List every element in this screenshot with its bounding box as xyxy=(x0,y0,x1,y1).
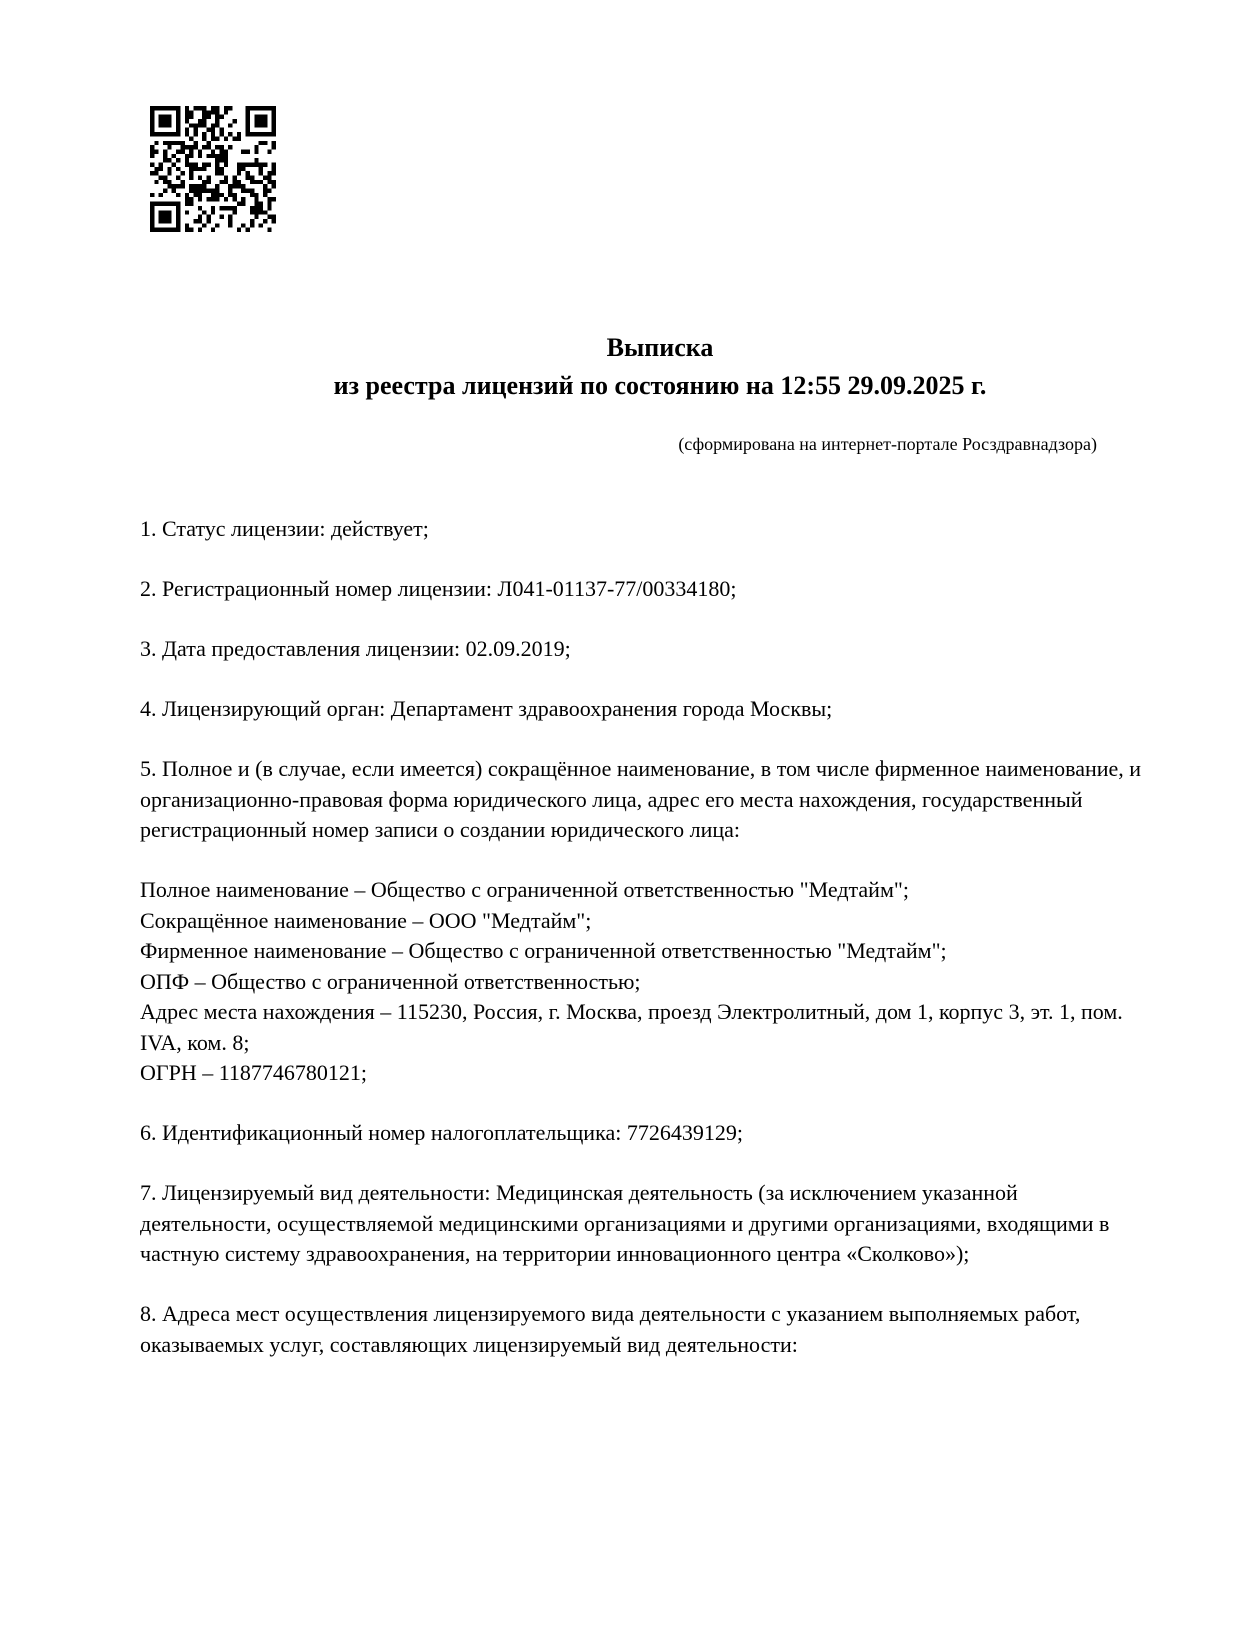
qr-code-image xyxy=(150,106,276,232)
title-line-2: из реестра лицензий по состоянию на 12:55 29.09.2025 г. xyxy=(333,371,987,400)
item-text: 2. Регистрационный номер лицензии: Л041-01137-77/00334180; xyxy=(140,576,737,601)
detail-line: ОПФ – Общество с ограниченной ответственностью; xyxy=(140,968,641,994)
title-line-1: Выписка xyxy=(606,333,714,362)
numbered-item xyxy=(140,1118,1145,1149)
detail-line: Фирменное наименование – Общество с ограниченной ответственностью "Медтайм"; xyxy=(140,938,947,963)
item-text: 6. Идентификационный номер налогоплательщика: 7726439129; xyxy=(140,1120,743,1145)
numbered-item xyxy=(140,514,1145,545)
qr-code xyxy=(150,106,276,232)
document-subtitle: (сформирована на интернет-портале Росздравнадзора) xyxy=(678,434,1097,454)
numbered-item xyxy=(140,754,1145,846)
item-text: 7. Лицензируемый вид деятельности: Медицинская деятельность (за исключением указанной деятельности, осуществляемой медицинскими организациями и другими организациями, входящими в частную систему здравоохранения, на территории инновационного центра «Сколково»); xyxy=(140,1180,1110,1266)
detail-line: ОГРН – 1187746780121; xyxy=(140,1060,368,1085)
numbered-item xyxy=(140,1299,1145,1360)
numbered-item xyxy=(140,574,1145,605)
company-details-block xyxy=(140,875,1145,1089)
detail-line: Адрес места нахождения – 115230, Россия, г. Москва, проезд Электролитный, дом 1, корпус 3, эт. 1, пом. IVA, ком. 8; xyxy=(140,999,1123,1055)
item-text: 3. Дата предоставления лицензии: 02.09.2019; xyxy=(140,636,571,661)
numbered-item xyxy=(140,1178,1145,1270)
document-body xyxy=(140,514,1145,1360)
item-text: 8. Адреса мест осуществления лицензируемого вида деятельности с указанием выполняемых работ, оказываемых услуг, составляющих лицензируемый вид деятельности: xyxy=(140,1301,1081,1357)
detail-line: Полное наименование – Общество с ограниченной ответственностью "Медтайм"; xyxy=(140,877,909,902)
item-text: 1. Статус лицензии: действует; xyxy=(140,516,429,541)
document-title xyxy=(140,329,1180,405)
item-text: 4. Лицензирующий орган: Департамент здравоохранения города Москвы; xyxy=(140,696,833,721)
detail-line: Сокращённое наименование – ООО "Медтайм"; xyxy=(140,907,592,933)
item-text: 5. Полное и (в случае, если имеется) сокращённое наименование, в том числе фирменное наименование, и организационно-правовая форма юридического лица, адрес его места нахождения, государственный регистрационный номер записи о создании юридического лица: xyxy=(140,756,1142,842)
numbered-item xyxy=(140,634,1145,665)
numbered-item xyxy=(140,694,1145,725)
